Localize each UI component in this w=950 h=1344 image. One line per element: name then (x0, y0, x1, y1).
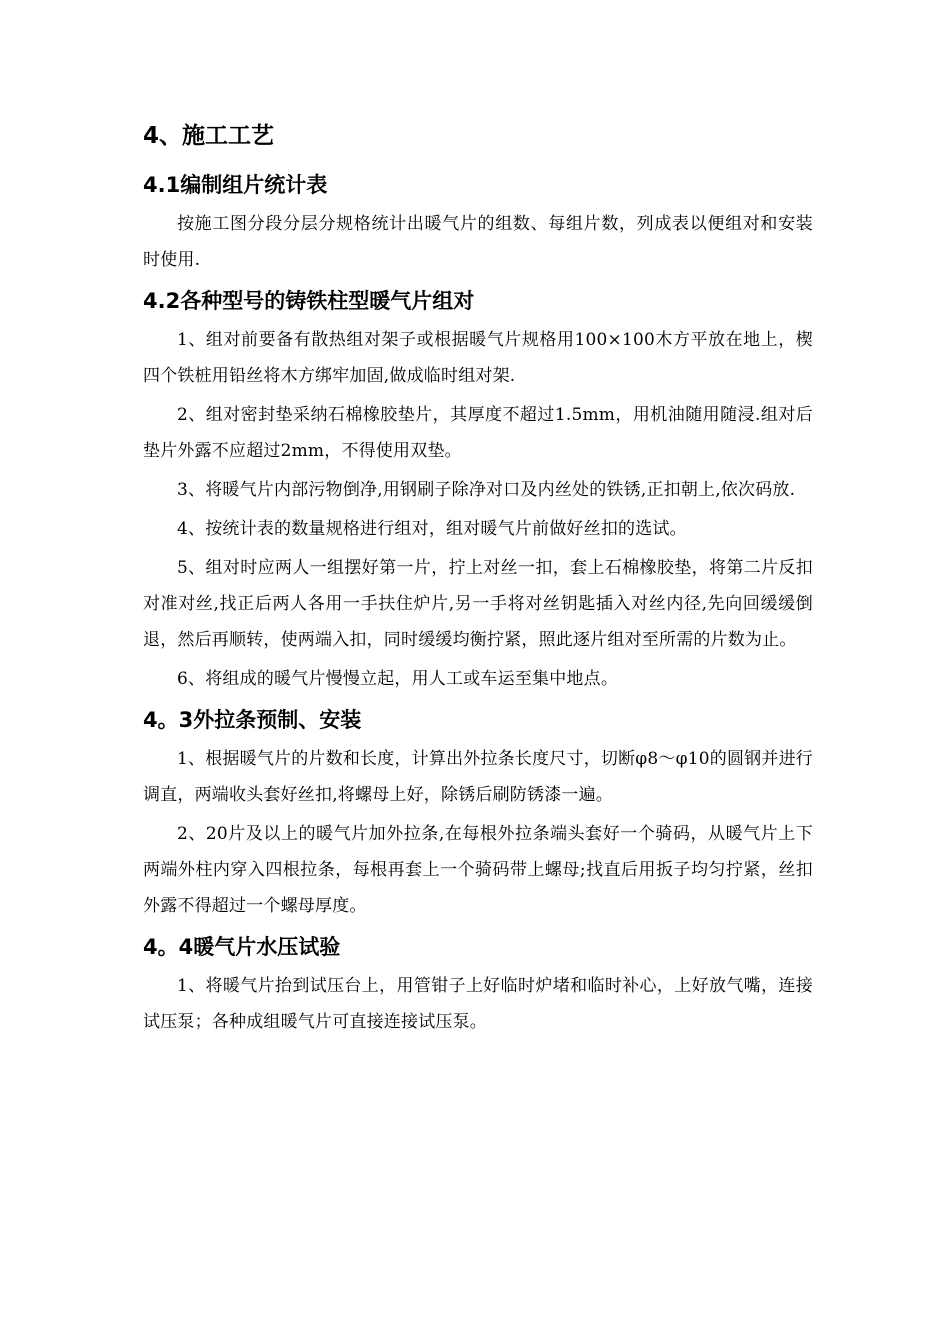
subsection-title: 4.2各种型号的铸铁柱型暖气片组对 (143, 289, 475, 313)
subsection-4-1 (143, 168, 813, 278)
paragraph: 按施工图分段分层分规格统计出暖气片的组数、每组片数，列成表以便组对和安装时使用. (143, 214, 813, 270)
document-body (143, 118, 813, 1046)
paragraph: 1、根据暖气片的片数和长度，计算出外拉条长度尺寸，切断φ8～φ10的圆钢并进行调直，两端收头套好丝扣,将螺母上好，除锈后刷防锈漆一遍。 (143, 749, 813, 805)
paragraph: 4、按统计表的数量规格进行组对，组对暖气片前做好丝扣的选试。 (177, 519, 687, 539)
paragraph: 3、将暖气片内部污物倒净,用钢刷子除净对口及内丝处的铁锈,正扣朝上,依次码放. (177, 480, 796, 500)
paragraph: 1、将暖气片抬到试压台上，用管钳子上好临时炉堵和临时补心，上好放气嘴，连接试压泵；各种成组暖气片可直接连接试压泵。 (143, 976, 813, 1032)
paragraph: 6、将组成的暖气片慢慢立起，用人工或车运至集中地点。 (177, 669, 619, 689)
subsection-4-2 (143, 284, 813, 697)
section-title: 4、施工工艺 (143, 123, 275, 149)
subsection-title: 4.1编制组片统计表 (143, 173, 328, 197)
paragraph: 1、组对前要备有散热组对架子或根据暖气片规格用100×100木方平放在地上，楔四个铁桩用铅丝将木方绑牢加固,做成临时组对架. (143, 330, 813, 386)
paragraph: 2、组对密封垫采纳石棉橡胶垫片，其厚度不超过1.5mm，用机油随用随浸.组对后垫片外露不应超过2mm，不得使用双垫。 (143, 405, 813, 461)
subsection-4-3 (143, 703, 813, 924)
subsection-title: 4。3外拉条预制、安装 (143, 708, 362, 732)
subsection-4-4 (143, 930, 813, 1040)
paragraph: 5、组对时应两人一组摆好第一片，拧上对丝一扣，套上石棉橡胶垫，将第二片反扣对准对丝,找正后两人各用一手扶住炉片,另一手将对丝钥匙插入对丝内径,先向回缓缓倒退，然后再顺转，使两端入扣，同时缓缓均衡拧紧，照此逐片组对至所需的片数为止。 (143, 558, 813, 650)
subsection-title: 4。4暖气片水压试验 (143, 935, 341, 959)
paragraph: 2、20片及以上的暖气片加外拉条,在每根外拉条端头套好一个骑码，从暖气片上下两端外柱内穿入四根拉条，每根再套上一个骑码带上螺母;找直后用扳子均匀拧紧，丝扣外露不得超过一个螺母厚度。 (143, 824, 813, 916)
